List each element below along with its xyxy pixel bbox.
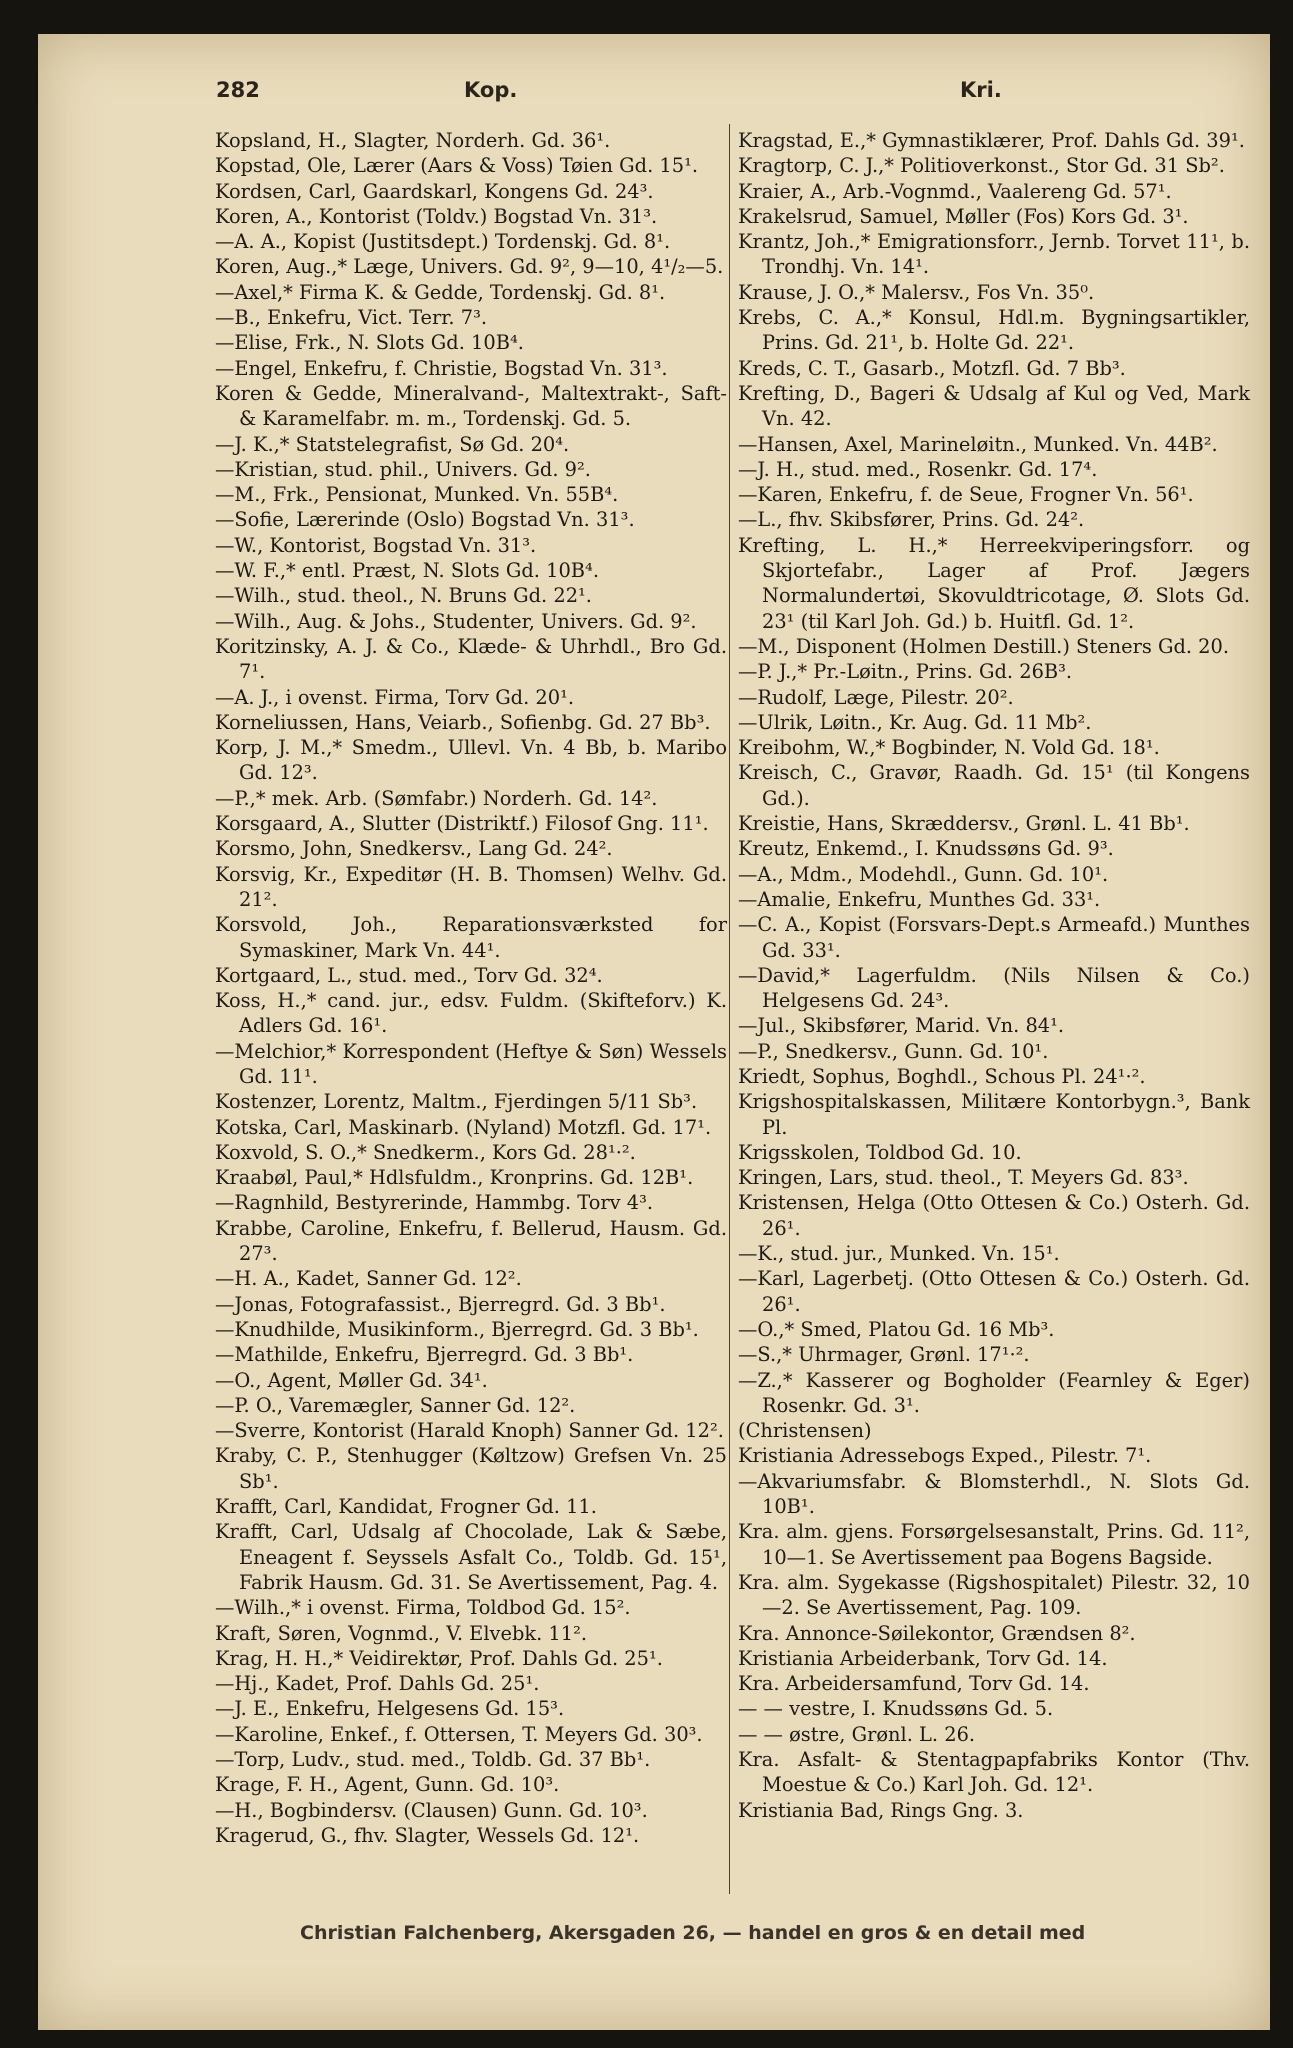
- directory-entry: Koren, Aug.,* Læge, Univers. Gd. 9², 9—10, 4¹/₂—5.: [215, 255, 724, 279]
- directory-entry: Kordsen, Carl, Gaardskarl, Kongens Gd. 24³.: [215, 179, 654, 203]
- directory-entry: Krafft, Carl, Udsalg af Chocolade, Lak & Sæbe, Eneagent f. Seyssels Asfalt Co., Toldb. Gd. 15¹, Fabrik Hausm. Gd. 31. Se Avertissement, Pag. 4.: [215, 1520, 727, 1594]
- directory-entry: —Hansen, Axel, Marineløitn., Munked. Vn. 44B².: [738, 432, 1218, 456]
- directory-entry: —P. O., Varemægler, Sanner Gd. 12².: [215, 1393, 576, 1417]
- directory-entry: Krakelsrud, Samuel, Møller (Fos) Kors Gd. 3¹.: [738, 204, 1189, 228]
- directory-entry: Korsvig, Kr., Expeditør (H. B. Thomsen) Welhv. Gd. 21².: [215, 862, 727, 911]
- directory-entry: Kreutz, Enkemd., I. Knudssøns Gd. 9³.: [738, 837, 1114, 861]
- directory-entry: Krebs, C. A.,* Konsul, Hdl.m. Bygningsartikler, Prins. Gd. 21¹, b. Holte Gd. 22¹.: [738, 306, 1250, 355]
- directory-entry: Kragtorp, C. J.,* Politioverkonst., Stor Gd. 31 Sb².: [738, 154, 1225, 178]
- directory-entry: Kra. alm. Sygekasse (Rigshospitalet) Pilestr. 32, 10—2. Se Avertissement, Pag. 109.: [738, 1570, 1250, 1620]
- directory-entry: —Akvariumsfabr. & Blomsterhdl., N. Slots Gd. 10B¹.: [738, 1469, 1250, 1519]
- directory-entry: Kragstad, E.,* Gymnastiklærer, Prof. Dahls Gd. 39¹.: [738, 129, 1245, 152]
- column-divider: [729, 124, 730, 1894]
- directory-entry: Koxvold, S. O.,* Snedkerm., Kors Gd. 28¹·².: [215, 1140, 636, 1164]
- directory-entry: —Knudhilde, Musikinform., Bjerregrd. Gd. 3 Bb¹.: [215, 1317, 699, 1341]
- page-header: [180, 78, 1240, 108]
- header-range-end: Kri.: [960, 78, 1002, 102]
- directory-entry: Kreistie, Hans, Skræddersv., Grønl. L. 41 Bb¹.: [738, 812, 1190, 836]
- directory-entry: Korsvold, Joh., Reparationsværksted for Symaskiner, Mark Vn. 44¹.: [215, 913, 727, 962]
- directory-entry: Kristiania Bad, Rings Gng. 3.: [738, 1798, 1024, 1822]
- header-range-start: Kop.: [464, 78, 518, 102]
- directory-entry: Kra. Asfalt- & Stentagpapfabriks Kontor (Thv. Moestue & Co.) Karl Joh. Gd. 12¹.: [738, 1748, 1250, 1797]
- directory-entry: Koss, H.,* cand. jur., edsv. Fuldm. (Skifteforv.) K. Adlers Gd. 16¹.: [215, 989, 727, 1038]
- directory-entry: Krigshospitalskassen, Militære Kontorbygn.³, Bank Pl.: [738, 1090, 1250, 1139]
- directory-entry: Krag, H. H.,* Veidirektør, Prof. Dahls Gd. 25¹.: [215, 1646, 663, 1670]
- directory-entry: Kreisch, C., Gravør, Raadh. Gd. 15¹ (til Kongens Gd.).: [738, 761, 1250, 810]
- footer-advertisement: Christian Falchenberg, Akersgaden 26, — handel en gros & en detail med: [300, 1922, 1086, 1944]
- left-column: [215, 128, 727, 1848]
- directory-entry: Kringen, Lars, stud. theol., T. Meyers Gd. 83³.: [738, 1166, 1189, 1190]
- directory-entry: (Christensen): [738, 1419, 872, 1443]
- directory-entry: —Jonas, Fotografassist., Bjerregrd. Gd. 3 Bb¹.: [215, 1292, 666, 1316]
- directory-entry: —Ragnhild, Bestyrerinde, Hammbg. Torv 4³.: [215, 1191, 654, 1215]
- directory-entry: —Hj., Kadet, Prof. Dahls Gd. 25¹.: [215, 1672, 540, 1696]
- directory-entry: — — vestre, I. Knudssøns Gd. 5.: [738, 1697, 1054, 1721]
- directory-entry: Kraby, C. P., Stenhugger (Køltzow) Grefsen Vn. 25 Sb¹.: [215, 1444, 727, 1493]
- directory-entry: Kortgaard, L., stud. med., Torv Gd. 32⁴.: [215, 963, 603, 987]
- directory-entry: Krantz, Joh.,* Emigrationsforr., Jernb. Torvet 11¹, b. Trondhj. Vn. 14¹.: [738, 230, 1250, 279]
- directory-entry: Koren & Gedde, Mineralvand-, Maltextrakt-, Saft- & Karamelfabr. m. m., Tordenskj. Gd. 5.: [215, 381, 727, 431]
- directory-entry: Krefting, L. H.,* Herreekviperingsforr. og Skjortefabr., Lager af Prof. Jægers Normalundertøi, Skovuldtricotage, Ø. Slots Gd. 23¹ (til Karl Joh. Gd.) b. Huitfl. Gd. 1².: [738, 533, 1250, 633]
- directory-entry: Korsgaard, A., Slutter (Distriktf.) Filosof Gng. 11¹.: [215, 812, 709, 836]
- right-column: [738, 128, 1250, 1823]
- directory-entry: Krafft, Carl, Kandidat, Frogner Gd. 11.: [215, 1495, 597, 1519]
- directory-entry: Korsmo, John, Snedkersv., Lang Gd. 24².: [215, 837, 613, 861]
- directory-entry: Koritzinsky, A. J. & Co., Klæde- & Uhrhdl., Bro Gd. 7¹.: [215, 634, 727, 684]
- directory-entry: —J. K.,* Statstelegrafist, Sø Gd. 20⁴.: [215, 432, 570, 456]
- directory-entry: —Elise, Frk., N. Slots Gd. 10B⁴.: [215, 331, 524, 355]
- directory-entry: —O.,* Smed, Platou Gd. 16 Mb³.: [738, 1317, 1055, 1341]
- directory-entry: —W., Kontorist, Bogstad Vn. 31³.: [215, 533, 537, 557]
- directory-entry: Krigsskolen, Toldbod Gd. 10.: [738, 1140, 1022, 1164]
- directory-entry: Kreds, C. T., Gasarb., Motzfl. Gd. 7 Bb³.: [738, 356, 1126, 380]
- directory-entry: Kraft, Søren, Vognmd., V. Elvebk. 11².: [215, 1621, 588, 1645]
- directory-entry: —Sverre, Kontorist (Harald Knoph) Sanner Gd. 12².: [215, 1419, 724, 1443]
- directory-entry: —A., Mdm., Modehdl., Gunn. Gd. 10¹.: [738, 862, 1109, 886]
- directory-entry: —Wilh.,* i ovenst. Firma, Toldbod Gd. 15².: [215, 1596, 631, 1620]
- directory-entry: Kra. Annonce-Søilekontor, Grændsen 8².: [738, 1621, 1136, 1645]
- directory-entry: —A. J., i ovenst. Firma, Torv Gd. 20¹.: [215, 685, 575, 709]
- directory-entry: —P., Snedkersv., Gunn. Gd. 10¹.: [738, 1039, 1049, 1063]
- directory-entry: —J. E., Enkefru, Helgesens Gd. 15³.: [215, 1697, 565, 1721]
- directory-entry: Kopstad, Ole, Lærer (Aars & Voss) Tøien Gd. 15¹.: [215, 154, 699, 178]
- directory-entry: —K., stud. jur., Munked. Vn. 15¹.: [738, 1242, 1060, 1266]
- directory-entry: —David,* Lagerfuldm. (Nils Nilsen & Co.) Helgesens Gd. 24³.: [738, 963, 1250, 1013]
- directory-entry: Kostenzer, Lorentz, Maltm., Fjerdingen 5/11 Sb³.: [215, 1090, 698, 1114]
- directory-entry: —H., Bogbindersv. (Clausen) Gunn. Gd. 10³.: [215, 1798, 648, 1822]
- directory-entry: Kragerud, G., fhv. Slagter, Wessels Gd. 12¹.: [215, 1823, 640, 1847]
- directory-entry: —Jul., Skibsfører, Marid. Vn. 84¹.: [738, 1014, 1065, 1038]
- directory-entry: —Melchior,* Korrespondent (Heftye & Søn) Wessels Gd. 11¹.: [215, 1039, 727, 1088]
- directory-entry: Kopsland, H., Slagter, Norderh. Gd. 36¹.: [215, 129, 611, 152]
- directory-entry: —M., Frk., Pensionat, Munked. Vn. 55B⁴.: [215, 483, 619, 507]
- directory-entry: —Axel,* Firma K. & Gedde, Tordenskj. Gd. 8¹.: [215, 280, 666, 304]
- directory-entry: Kra. Arbeidersamfund, Torv Gd. 14.: [738, 1672, 1090, 1696]
- directory-entry: —Kristian, stud. phil., Univers. Gd. 9².: [215, 457, 591, 481]
- directory-entry: —Karen, Enkefru, f. de Seue, Frogner Vn. 56¹.: [738, 483, 1194, 507]
- directory-entry: Kotska, Carl, Maskinarb. (Nyland) Motzfl. Gd. 17¹.: [215, 1115, 712, 1139]
- directory-entry: —A. A., Kopist (Justitsdept.) Tordenskj. Gd. 8¹.: [215, 230, 671, 254]
- directory-entry: —Mathilde, Enkefru, Bjerregrd. Gd. 3 Bb¹.: [215, 1343, 634, 1367]
- directory-entry: Krause, J. O.,* Malersv., Fos Vn. 35⁰.: [738, 280, 1095, 304]
- directory-entry: Kristiania Adressebogs Exped., Pilestr. 7¹.: [738, 1444, 1152, 1468]
- directory-entry: —Engel, Enkefru, f. Christie, Bogstad Vn. 31³.: [215, 356, 668, 380]
- directory-entry: —S.,* Uhrmager, Grønl. 17¹·².: [738, 1343, 1030, 1367]
- directory-entry: Koren, A., Kontorist (Toldv.) Bogstad Vn. 31³.: [215, 204, 658, 228]
- directory-entry: —Karoline, Enkef., f. Ottersen, T. Meyers Gd. 30³.: [215, 1722, 703, 1746]
- directory-entry: —O., Agent, Møller Gd. 34¹.: [215, 1368, 488, 1392]
- directory-entry: —Amalie, Enkefru, Munthes Gd. 33¹.: [738, 887, 1101, 911]
- directory-entry: —Rudolf, Læge, Pilestr. 20².: [738, 685, 1014, 709]
- directory-entry: —H. A., Kadet, Sanner Gd. 12².: [215, 1267, 522, 1291]
- directory-entry: Korneliussen, Hans, Veiarb., Sofienbg. Gd. 27 Bb³.: [215, 710, 711, 734]
- directory-entry: —M., Disponent (Holmen Destill.) Steners Gd. 20.: [738, 634, 1230, 658]
- directory-entry: —Wilh., Aug. & Johs., Studenter, Univers. Gd. 9².: [215, 609, 697, 633]
- directory-entry: —Sofie, Lærerinde (Oslo) Bogstad Vn. 31³.: [215, 508, 635, 532]
- directory-entry: —L., fhv. Skibsfører, Prins. Gd. 24².: [738, 508, 1085, 532]
- directory-entry: Krabbe, Caroline, Enkefru, f. Bellerud, Hausm. Gd. 27³.: [215, 1216, 727, 1266]
- directory-entry: —W. F.,* entl. Præst, N. Slots Gd. 10B⁴.: [215, 559, 599, 583]
- directory-entry: —J. H., stud. med., Rosenkr. Gd. 17⁴.: [738, 457, 1098, 481]
- directory-entry: —Karl, Lagerbetj. (Otto Ottesen & Co.) Osterh. Gd. 26¹.: [738, 1267, 1250, 1316]
- directory-entry: Kristensen, Helga (Otto Ottesen & Co.) Osterh. Gd. 26¹.: [738, 1191, 1250, 1240]
- page-number: 282: [216, 78, 260, 102]
- directory-entry: —Torp, Ludv., stud. med., Toldb. Gd. 37 Bb¹.: [215, 1748, 651, 1771]
- directory-entry: Korp, J. M.,* Smedm., Ullevl. Vn. 4 Bb, b. Maribo Gd. 12³.: [215, 736, 727, 785]
- directory-entry: Kraabøl, Paul,* Hdlsfuldm., Kronprins. Gd. 12B¹.: [215, 1166, 694, 1190]
- directory-entry: —B., Enkefru, Vict. Terr. 7³.: [215, 306, 488, 330]
- directory-entry: —Z.,* Kasserer og Bogholder (Fearnley & Eger) Rosenkr. Gd. 3¹.: [738, 1368, 1250, 1417]
- directory-entry: Krefting, D., Bageri & Udsalg af Kul og Ved, Mark Vn. 42.: [738, 381, 1250, 431]
- directory-entry: —P. J.,* Pr.-Løitn., Prins. Gd. 26B³.: [738, 660, 1073, 684]
- directory-entry: Kraier, A., Arb.-Vognmd., Vaalereng Gd. 57¹.: [738, 179, 1172, 203]
- directory-entry: Krage, F. H., Agent, Gunn. Gd. 10³.: [215, 1773, 560, 1797]
- directory-entry: Kristiania Arbeiderbank, Torv Gd. 14.: [738, 1646, 1108, 1670]
- directory-entry: —P.,* mek. Arb. (Sømfabr.) Norderh. Gd. 14².: [215, 786, 658, 810]
- directory-entry: —Wilh., stud. theol., N. Bruns Gd. 22¹.: [215, 584, 592, 608]
- directory-entry: —Ulrik, Løitn., Kr. Aug. Gd. 11 Mb².: [738, 710, 1092, 734]
- directory-entry: Kreibohm, W.,* Bogbinder, N. Vold Gd. 18¹.: [738, 736, 1160, 760]
- directory-entry: Kra. alm. gjens. Forsørgelsesanstalt, Prins. Gd. 11², 10—1. Se Avertissement paa Bogens Bagside.: [738, 1520, 1250, 1569]
- directory-entry: Kriedt, Sophus, Boghdl., Schous Pl. 24¹·².: [738, 1064, 1146, 1088]
- directory-entry: —C. A., Kopist (Forsvars-Dept.s Armeafd.) Munthes Gd. 33¹.: [738, 913, 1250, 962]
- directory-entry: — — østre, Grønl. L. 26.: [738, 1722, 976, 1746]
